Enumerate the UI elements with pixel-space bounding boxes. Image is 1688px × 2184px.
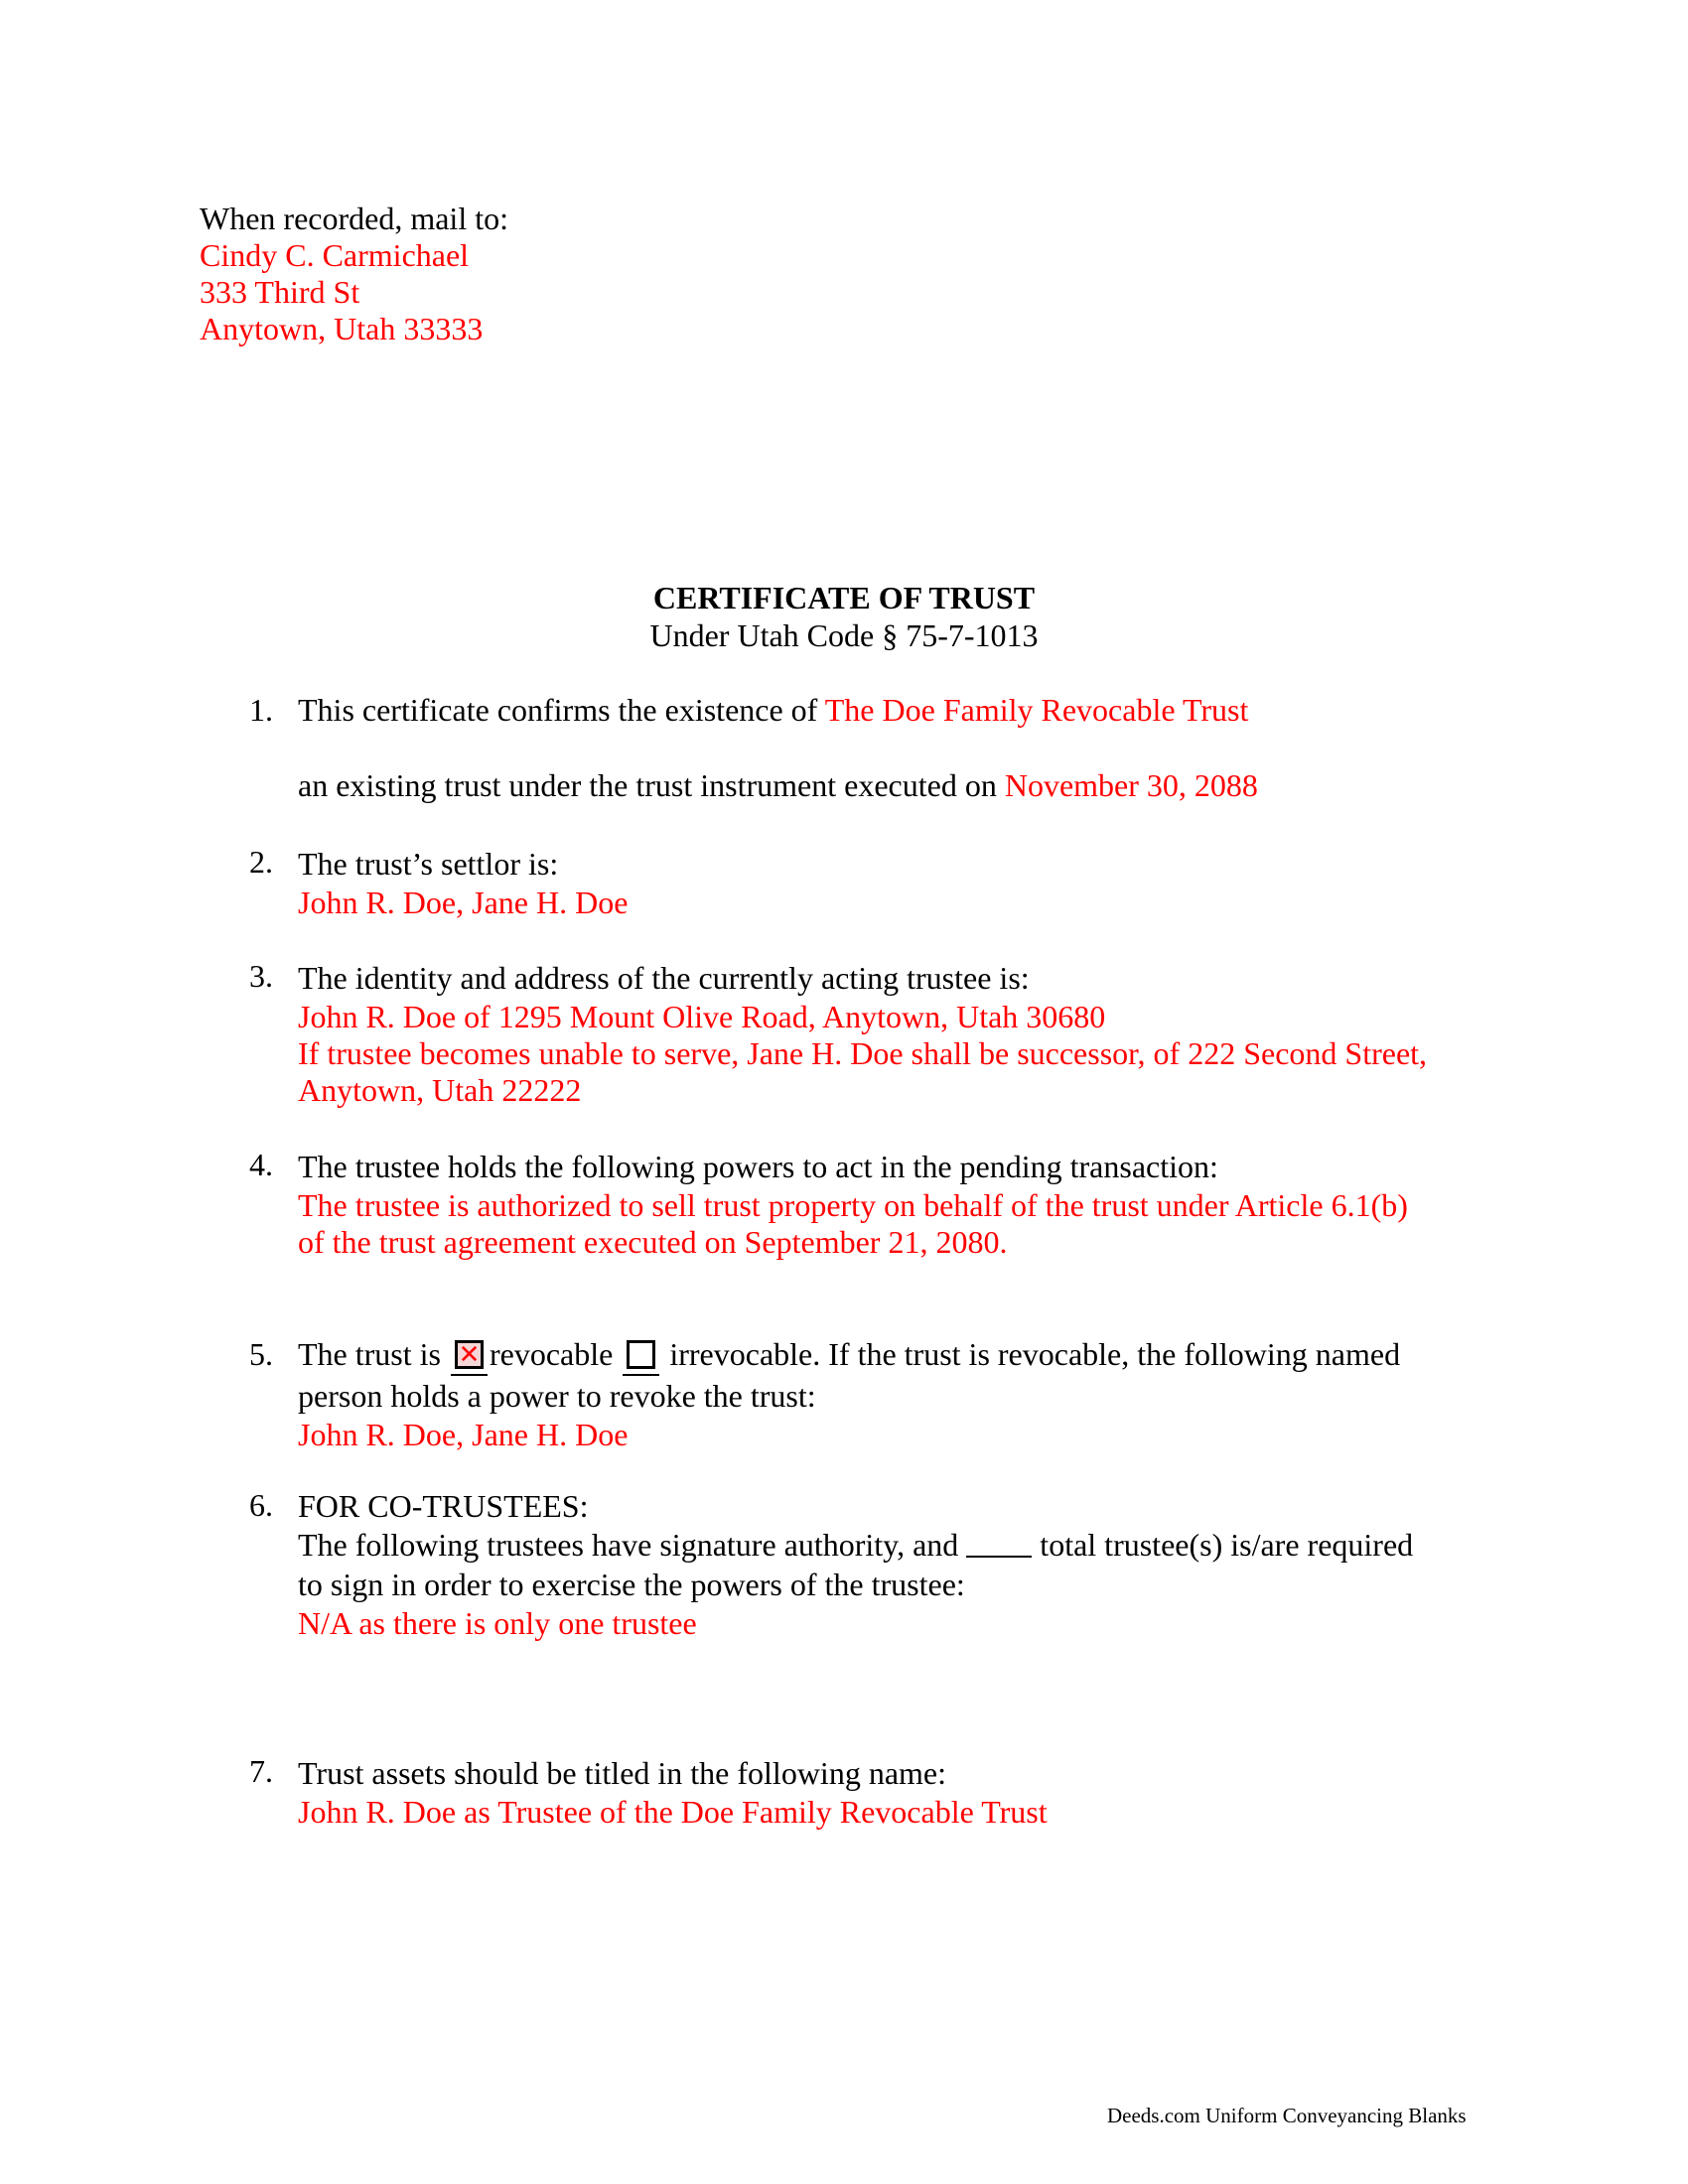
item-5-text-c: person holds a power to revoke the trust: [298,1378,816,1414]
document-subtitle: Under Utah Code § 75-7-1013 [649,617,1039,653]
powers-line1: The trustee is authorized to sell trust property on behalf of the trust under Article 6.1(b) [298,1187,1408,1223]
executed-date: November 30, 2088 [1004,767,1258,803]
trustee-line2: If trustee becomes unable to serve, Jane H. Doe shall be successor, of 222 Second Street, [298,1035,1428,1071]
item-6-heading: FOR CO-TRUSTEES: [298,1488,589,1524]
revocable-checkbox-wrap [451,1336,488,1376]
title-block [0,579,1688,654]
item-6-text-b: total trustee(s) is/are required [1040,1527,1414,1563]
footer-text: Deeds.com Uniform Conveyancing Blanks [1107,2104,1467,2127]
title-name-value: John R. Doe as Trustee of the Doe Family Revocable Trust [298,1794,1048,1830]
item-5-text-b: irrevocable. If the trust is revocable, the following named [669,1336,1401,1372]
document-title: CERTIFICATE OF TRUST [652,580,1036,615]
mail-to-name: Cindy C. Carmichael [200,237,470,273]
item-6-text-c: to sign in order to exercise the powers of the trustee: [298,1567,965,1602]
item-number: 3. [249,958,273,994]
item-number: 2. [249,844,273,880]
item-6-line2 [298,1526,1539,1565]
item-1-line2 [298,767,1539,804]
item-5-text-a: The trust is [298,1336,441,1372]
mail-to-address-line2: Anytown, Utah 33333 [200,311,484,346]
irrevocable-checkbox-wrap [623,1336,659,1376]
trustee-line1: John R. Doe of 1295 Mount Olive Road, Anytown, Utah 30680 [298,999,1106,1034]
item-5-line1 [298,1336,1539,1376]
mail-to-label: When recorded, mail to: [200,201,508,236]
item-1-text-b: an existing trust under the trust instrument executed on [298,767,997,803]
irrevocable-checkbox[interactable] [627,1340,655,1369]
item-1-text-a: This certificate confirms the existence of [298,692,818,728]
item-2-text: The trust’s settlor is: [298,846,559,882]
item-number: 1. [249,692,273,728]
item-6-text-a: The following trustees have signature authority, and [298,1527,959,1563]
mail-to-block [200,201,508,347]
item-7-text: Trust assets should be titled in the following name: [298,1755,946,1791]
co-trustee-value: N/A as there is only one trustee [298,1605,697,1641]
item-number: 5. [249,1336,273,1372]
powers-line2: of the trust agreement executed on September 21, 2080. [298,1224,1008,1260]
trustee-line3: Anytown, Utah 22222 [298,1072,582,1108]
item-3-text: The identity and address of the currently acting trustee is: [298,960,1030,996]
revoker-value: John R. Doe, Jane H. Doe [298,1417,629,1452]
item-number: 7. [249,1753,273,1789]
item-number: 4. [249,1147,273,1182]
trust-name: The Doe Family Revocable Trust [824,692,1249,728]
check-x-icon: ✕ [458,1340,481,1370]
revocable-label: revocable [489,1336,614,1372]
mail-to-address-line1: 333 Third St [200,274,360,310]
trustee-count-blank[interactable] [966,1530,1032,1558]
revocable-checkbox[interactable] [455,1340,484,1369]
item-4-text: The trustee holds the following powers to act in the pending transaction: [298,1149,1218,1184]
settlor-value: John R. Doe, Jane H. Doe [298,885,629,920]
item-number: 6. [249,1487,273,1523]
item-1-line1 [298,692,1539,729]
